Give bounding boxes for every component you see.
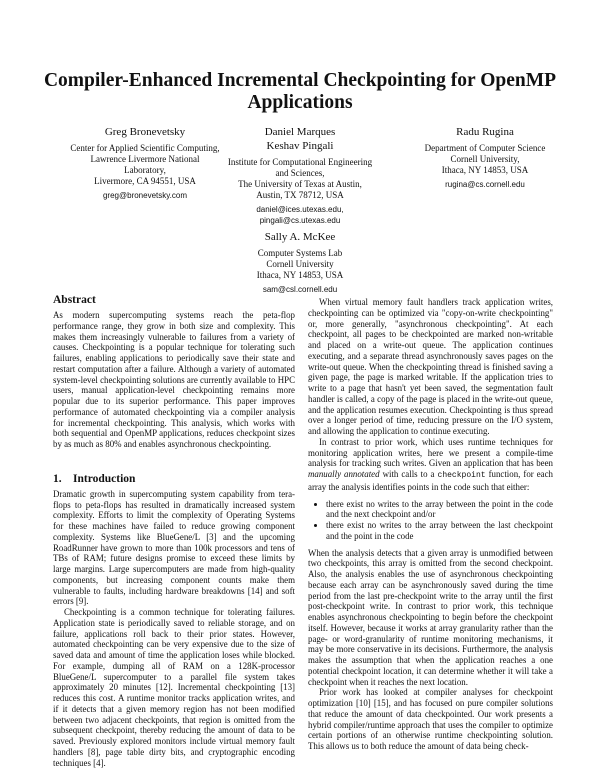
author-email[interactable]: sam@csl.cornell.edu: [262, 285, 338, 294]
right-column: [308, 297, 553, 752]
section-title: Introduction: [73, 472, 136, 485]
author-name: Keshav Pingali: [266, 140, 334, 152]
author-block-marques-pingali: [210, 125, 390, 226]
author-email[interactable]: greg@bronevetsky.com: [102, 191, 187, 200]
intro-paragraph-5: When the analysis detects that a given array is unmodified between two checkpoints, this array is omitted from the second checkpoint. Also, the analysis enables the use of asynchronous checkpointing because each array can be asynchronously saved during the time period from the last pre-checkpoint write to the array until the first post-checkpoint write. In contrast to prior work, this technique enables asynchronous checkpointing to begin before the checkpoint itself. However, because it works at array granularity rather than the page- or word-granularity of runtime monitoring mechanisms, it may be more conservative in its decisions. Furthermore, the analysis makes the assumption that when the application reaches a one potential checkpoint location, it can determine whether it will take a checkpoint when it reaches the next location.: [308, 547, 553, 687]
intro-paragraph-6: Prior work has looked at compiler analyses for checkpoint optimization [10] [15], and has focused on pure compiler solutions that reduce the amount of data checkpointed. Our work presents a hybrid compiler/runtime approach that uses the compiler to optimize certain portions of an otherwise runtime checkpointing solution. This allows us to both reduce the amount of data being check-: [308, 687, 553, 751]
author-email[interactable]: daniel@ices.utexas.edu,: [256, 205, 344, 214]
author-block-rugina: [385, 125, 585, 190]
author-name: Radu Rugina: [456, 126, 514, 138]
intro-paragraph-3: When virtual memory fault handlers track application writes, checkpointing can be optimized via "copy-on-write checkpointing" or, more generally, "asynchronous checkpointing". At each checkpoint, all pages to be checkpointed are marked non-writable and placed on a write-out queue. The application continues executing, and a separate thread asynchronously saves pages on the write-out queue. When the checkpointing thread is finished saving a given page, the page is marked writable. If the application tries to write to a page that hasn't yet been saved, the segmentation fault handler is called, a copy of the page is placed in the write-out queue, and the application resumes execution. Checkpointing is thus spread over a longer period of time, reducing pressure on the I/O system, and allowing the application to continue executing.: [308, 297, 553, 436]
affiliation-line: The University of Texas at Austin,: [238, 179, 362, 189]
affiliation-line: Ithaca, NY 14853, USA: [256, 270, 344, 280]
abstract-text: As modern supercomputing systems reach the peta-flop performance range, they grow in both size and complexity. This makes them increasingly vulnerable to failures from a variety of causes. Checkpointing is a popular technique for tolerating such failures, enabling applications to periodically save their state and restart computation after a failure. Although a variety of automated system-level checkpointing solutions are currently available to HPC users, manual application-level checkpointing remains more popular due to its superior performance. This paper improves performance of automated checkpointing via a compiler analysis for incremental checkpointing. This analysis, which works with both sequential and OpenMP applications, reduces checkpoint sizes by as much as 80% and enables asynchronous checkpointing.: [53, 310, 295, 449]
affiliation-line: Center for Applied Scientific Computing,: [70, 143, 220, 153]
intro-paragraph-1: Dramatic growth in supercomputing system capability from tera-flops to peta-flops has resulted in dramatically increased system complexity. Efforts to limit the complexity of Operating Systems for these machines have failed to reduce growing component complexity. Systems like BlueGene/L [3] and the upcoming RoadRunner have grown to more than 100k processors and tens of TBs of RAM; future designs promise to exceed these limits by large margins. Large supercomputers are made from high-quality components, but increasing component counts make them vulnerable to faults, including hardware breakdowns [14] and soft errors [9].: [53, 488, 295, 607]
bullet-item: • there exist no writes to the array between the point in the code and the next checkpoint and/or: [326, 499, 553, 521]
affiliation-line: Lawrence Livermore National: [90, 154, 200, 164]
left-column: [53, 293, 295, 768]
bullet-item: • there exist no writes to the array between the last checkpoint and the point in the code: [326, 520, 553, 542]
text-run: with calls to a: [379, 469, 438, 479]
affiliation-line: Livermore, CA 94551, USA: [94, 176, 196, 186]
text-run: function, for each array the analysis identifies points in the code such that either:: [308, 469, 553, 492]
bullet-list: [308, 499, 553, 542]
paper-title: Compiler-Enhanced Incremental Checkpointing for OpenMP Applications: [43, 70, 557, 113]
affiliation-line: Cornell University: [266, 259, 334, 269]
author-email[interactable]: pingali@cs.utexas.edu: [259, 216, 341, 225]
section-number: 1.: [53, 472, 62, 485]
intro-paragraph-4: [308, 437, 553, 493]
affiliation-line: Laboratory,: [124, 165, 166, 175]
emphasized-text: manually annotated: [308, 469, 380, 479]
text-run: In contrast to prior work, which uses runtime techniques for monitoring application writes, here we present a compile-time analysis for tracking such writes. Given an application that has been: [308, 436, 553, 469]
section-heading-introduction: [53, 472, 295, 486]
author-name: Sally A. McKee: [264, 231, 336, 243]
affiliation-line: and Sciences,: [275, 168, 325, 178]
code-text: checkpoint: [437, 471, 486, 480]
affiliation-line: Ithaca, NY 14853, USA: [441, 165, 529, 175]
author-block-mckee: [210, 230, 390, 295]
author-name: Daniel Marques: [264, 126, 336, 138]
affiliation-line: Institute for Computational Engineering: [227, 157, 373, 167]
abstract-heading: Abstract: [53, 294, 96, 306]
affiliation-line: Department of Computer Science: [424, 143, 546, 153]
affiliation-line: Computer Systems Lab: [257, 248, 343, 258]
author-name: Greg Bronevetsky: [104, 126, 186, 138]
affiliation-line: Cornell University,: [450, 154, 520, 164]
intro-paragraph-2: Checkpointing is a common technique for tolerating failures. Application state is periodically saved to reliable storage, and on failure, applications roll back to their prior states. However, automated checkpointing can be very expensive due to the size of saved data and amount of time the application loses while blocked. For example, dumping all of RAM on a 128K-processor BlueGene/L supercomputer to a parallel file system takes approximately 20 minutes [12]. Incremental checkpointing [13] reduces this cost. A runtime monitor tracks application writes, and if it detects that a given memory region has not been modified between two adjacent checkpoints, that region is omitted from the subsequent checkpoint, thereby reducing the amount of data to be saved. Previously explored monitors include virtual memory fault handlers [8], page table dirty bits, and cryptographic encoding techniques [4].: [53, 607, 295, 768]
author-email[interactable]: rugina@cs.cornell.edu: [445, 180, 525, 189]
affiliation-line: Austin, TX 78712, USA: [256, 190, 344, 200]
